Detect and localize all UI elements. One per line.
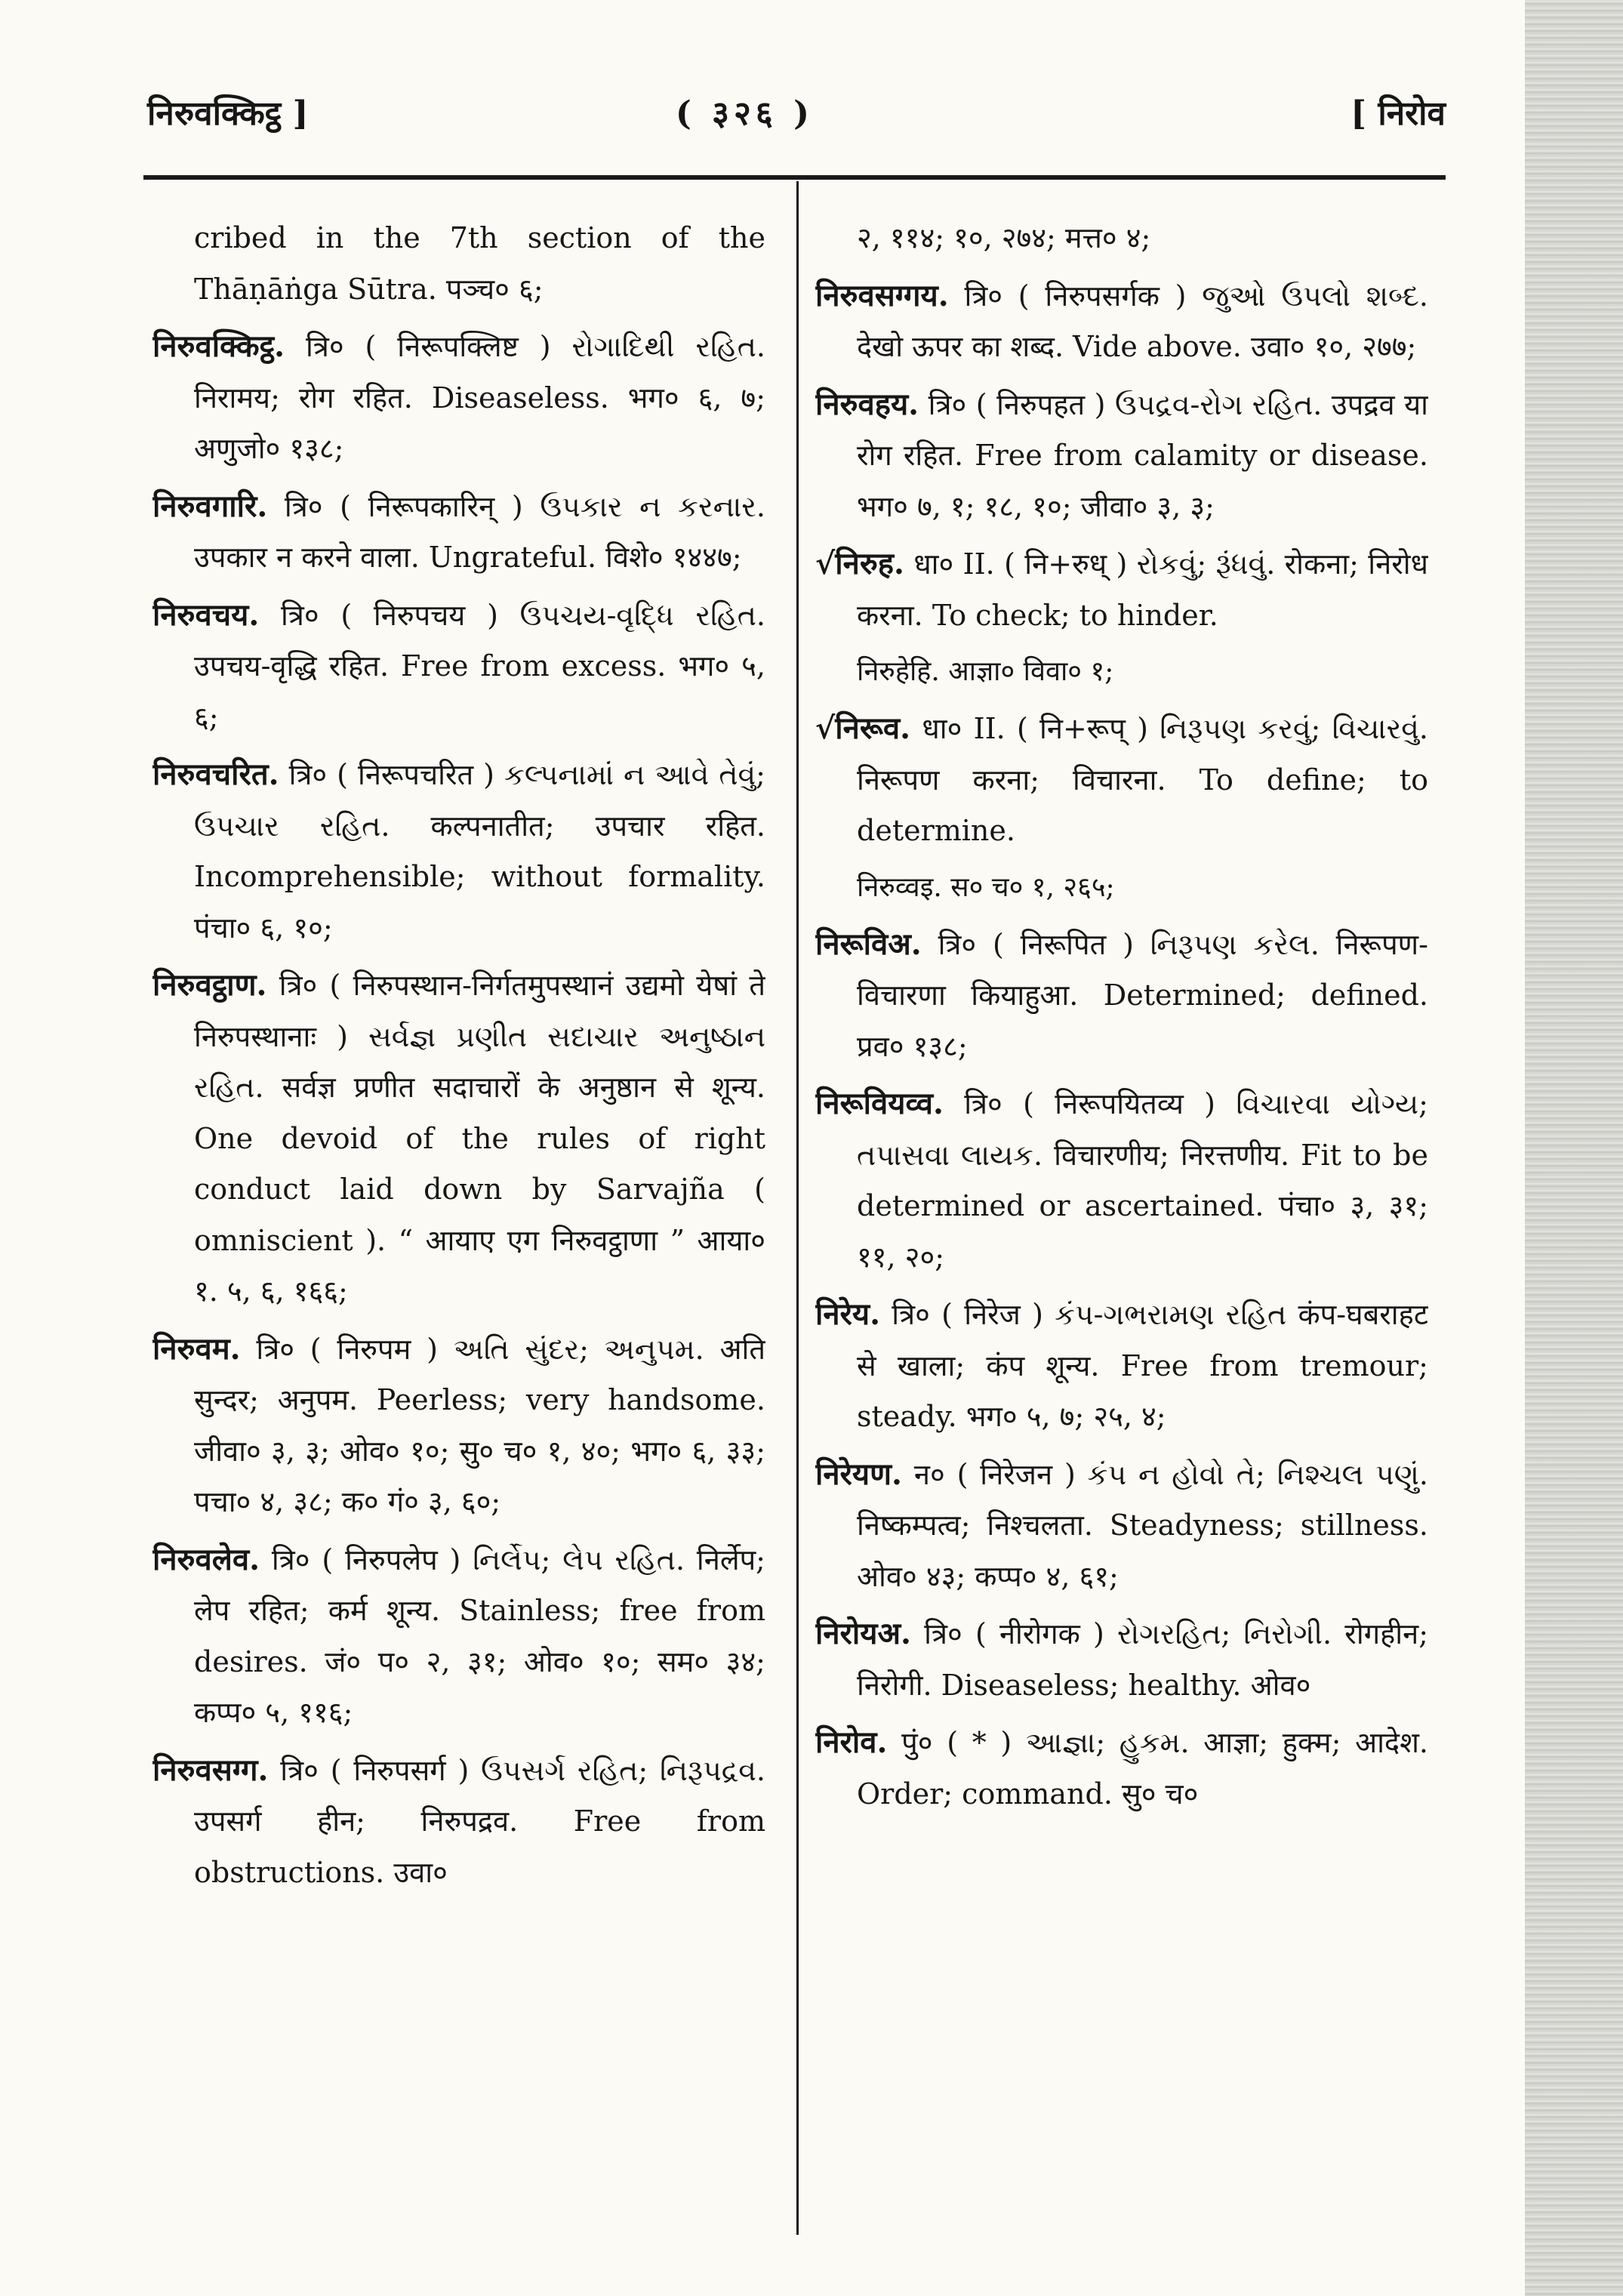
header-rule: [143, 175, 1446, 180]
headword: निरूविअ.: [815, 926, 922, 962]
headword: √निरूव.: [815, 710, 911, 746]
headword: निरुवलेव.: [152, 1541, 260, 1577]
dictionary-entry: निरुवसग्गय. त्रि० ( निरुपसर्गक ) જુઓ ઉપલો શબ્દ. देखो ऊपर का शब्द. Vide above. उवा० १०, २७७;: [815, 277, 1428, 363]
dictionary-subentry: निरुहेहि. आज्ञा० विवा० १;: [857, 656, 1114, 687]
dictionary-entry: निरुवचरित. त्रि० ( निरूपचरित ) કલ્પનામાં ન આવે તેવું; ઉપચાર રહિત. कल्पनातीत; उपचार रहित. Incomprehensible; without formality. पंचा० ६, १०;: [152, 757, 765, 945]
left-column: [152, 213, 765, 2267]
dictionary-entry: निरूवियव्व. त्रि० ( निरूपयितव्य ) વિચારવા યોગ્ય; તપાસવા લાયક. विचारणीय; निरत्तणीय. Fit to be determined or ascertained. पंचा० ३, ३१; ११, २०;: [815, 1086, 1428, 1274]
headword: निरुवचय.: [152, 596, 260, 633]
dictionary-entry: निरुवसग्ग. त्रि० ( निरुपसर्ग ) ઉપસર્ગ રહિત; નિરૂપદ્રવ. उपसर्ग हीन; निरुपद्रव. Free from obstructions. उवा०: [152, 1752, 765, 1889]
column-divider: [796, 181, 799, 2235]
headword: निरुवसग्गय.: [815, 277, 949, 313]
scan-edge: [1525, 0, 1623, 2296]
dictionary-entry: निरेयण. न० ( निरेजन ) કંપ ન હોવો તે; નિશ્ચલ પણું. निष्कम्पत्व; निश्चलता. Steadyness; stillness. ओव० ४३; कप्प० ४, ६१;: [815, 1456, 1428, 1593]
headword: निरोव.: [815, 1724, 888, 1760]
dictionary-entry: निरुवक्किट्ठ. त्रि० ( निरूपक्लिष्ट ) રોગાદિથી રહિત. निरामय; रोग रहित. Diseaseless. भग० ६, ७; अणुजो० १३८;: [152, 328, 765, 465]
dictionary-entry: √निरूव. धा० II. ( नि+रूप् ) નિરૂપણ કરવું; વિચારવું. निरूपण करना; विचारना. To define; to determine.: [815, 710, 1428, 847]
page-number: ( ३२६ ): [676, 94, 814, 133]
headword: निरोयअ.: [815, 1616, 911, 1651]
headword: निरुवम.: [152, 1330, 241, 1367]
dictionary-entry: निरुवगारि. त्रि० ( निरूपकारिन् ) ઉપકાર ન કરનાર. उपकार न करने वाला. Ungrateful. विशे० १४४७;: [152, 488, 765, 574]
headword: निरुवगारि.: [152, 488, 268, 524]
dictionary-entry: निरूविअ. त्रि० ( निरूपित ) નિરૂપણ કરેલ. निरूपण-विचारणा कियाहुआ. Determined; defined. प्रव० १३८;: [815, 926, 1428, 1063]
headword: निरुवहय.: [815, 386, 919, 422]
dictionary-entry: √निरुह. धा० II. ( नि+रुध् ) રોકવું; રૂંધવું. रोकना; निरोध करना. To check; to hinder.: [815, 546, 1428, 632]
running-head-right: [ निरोव: [1350, 94, 1446, 133]
headword: √निरुह.: [815, 546, 904, 581]
headword: निरुवट्ठाण.: [152, 967, 267, 1003]
dictionary-entry: निरोयअ. त्रि० ( नीरोगक ) રોગરહિત; નિરોગી. रोगहीन; निरोगी. Diseaseless; healthy. ओव०: [815, 1616, 1428, 1702]
headword: निरूवियव्व.: [815, 1086, 944, 1121]
dictionary-entry: निरुवहय. त्रि० ( निरुपहत ) ઉપદ્રવ-રોગ રહિત. उपद्रव या रोग रहित. Free from calamity or disease. भग० ७, १; १८, १०; जीवा० ३, ३;: [815, 386, 1428, 523]
dictionary-entry: निरेय. त्रि० ( निरेज ) કંપ-ગભરામણ રહિત कंप-घबराहट से खाला; कंप शून्य. Free from tremour; steady. भग० ५, ७; २५, ४;: [815, 1296, 1428, 1433]
dictionary-entry: निरुवम. त्रि० ( निरुपम ) અતિ સુંદર; અનુપમ. अति सुन्दर; अनुपम. Peerless; very handsome. जीवा० ३, ३; ओव० १०; सु० च० १, ४०; भग० ६, ३३; पचा० ४, ३८; क० गं० ३, ६०;: [152, 1330, 765, 1518]
headword: निरेय.: [815, 1296, 881, 1332]
headword: निरेयण.: [815, 1456, 902, 1492]
headword: निरुवक्किट्ठ.: [152, 328, 285, 364]
dictionary-entry: २, ११४; १०, २७४; मत्त० ४;: [857, 221, 1151, 254]
dictionary-entry: निरुवट्ठाण. त्रि० ( निरुपस्थान-निर्गतमुपस्थानं उद्यमो येषां ते निरुपस्थानाः ) સર્વજ્ઞ પ્રણીત સદાચાર અનુષ્ઠાન રહિત. सर्वज्ञ प्रणीत सदाचारों के अनुष्ठान से शून्य. One devoid of the rules of right conduct laid down by Sarvajña ( omniscient ). “ आयाए एग निरुवट्ठाणा ” आया० १. ५, ६, १६६;: [152, 967, 765, 1308]
running-head-left: निरुवक्किट्ठ ]: [147, 94, 309, 133]
dictionary-entry: निरोव. पुं० ( * ) આજ્ઞા; હુકમ. आज्ञा; हुक्म; आदेश. Order; command. सु० च०: [815, 1724, 1428, 1811]
dictionary-entry: cribed in the 7th section of the Thāṇāṅga Sūtra. पञ्च० ६;: [194, 221, 765, 306]
dictionary-entry: निरुवलेव. त्रि० ( निरुपलेप ) નિર્લેપ; લેપ રહિત. निर्लेप; लेप रहित; कर्म शून्य. Stainless; free from desires. जं० प० २, ३१; ओव० १०; सम० ३४; कप्प० ५, ११६;: [152, 1541, 765, 1729]
headword: निरुवचरित.: [152, 757, 279, 792]
dictionary-entry: निरुवचय. त्रि० ( निरुपचय ) ઉપચય-વૃદ્ધિ રહિત. उपचय-वृद्धि रहित. Free from excess. भग० ५, ६;: [152, 596, 765, 734]
dictionary-subentry: निरुव्वइ. स० च० १, २६५;: [857, 871, 1115, 903]
page-header: [147, 89, 1446, 157]
headword: निरुवसग्ग.: [152, 1752, 269, 1788]
right-column: [815, 213, 1428, 2267]
